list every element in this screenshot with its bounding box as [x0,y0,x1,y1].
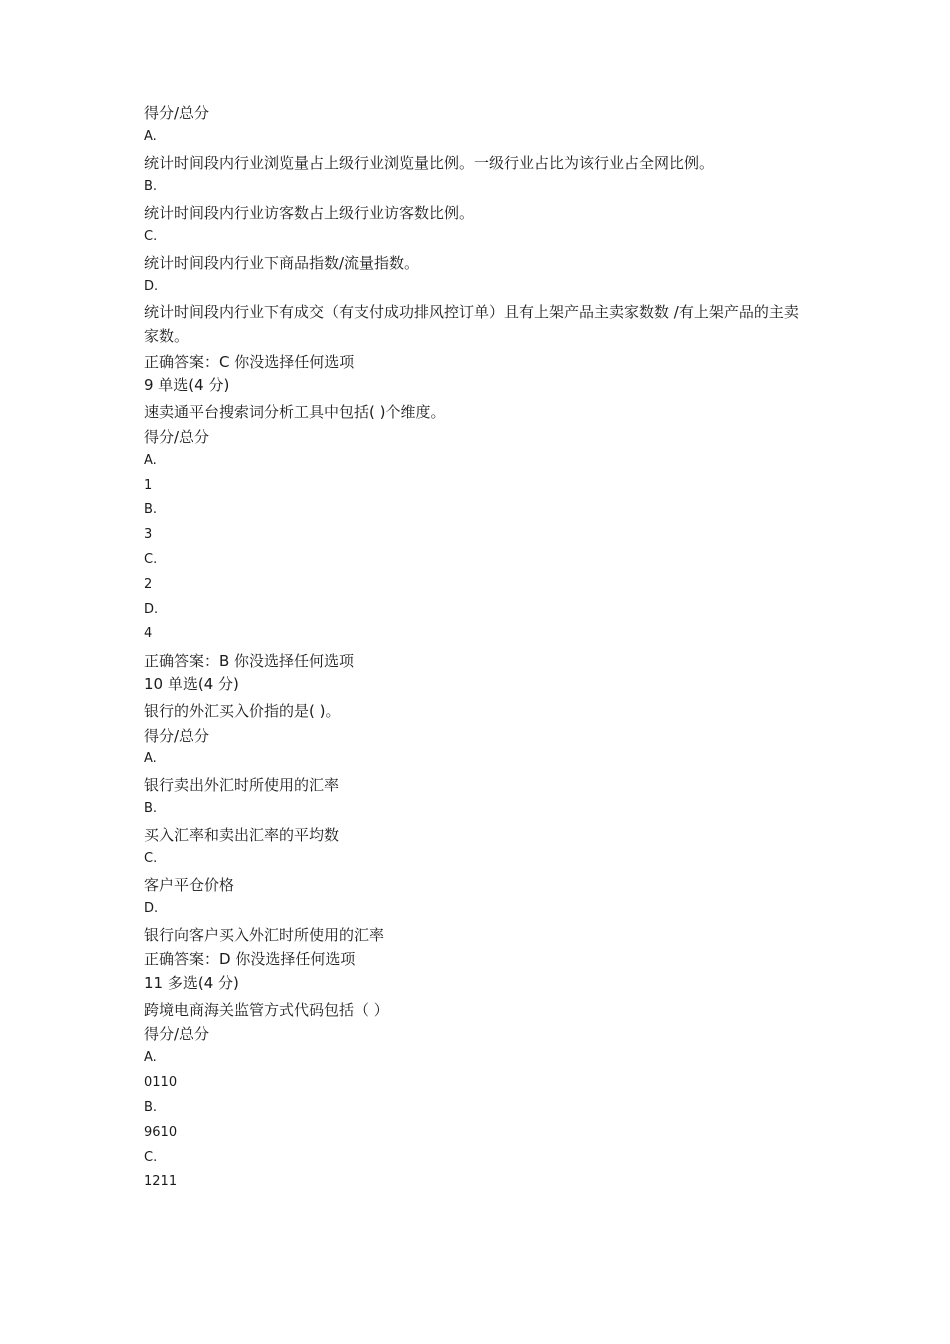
question-text: 银行的外汇买入价指的是( )。 [144,702,341,720]
option-letter: C. [144,229,158,244]
option-letter: D. [144,602,159,617]
option-text: 统计时间段内行业浏览量占上级行业浏览量比例。一级行业占比为该行业占全网比例。 [144,154,715,172]
option-letter: B. [144,1100,158,1115]
question-header: 9 单选(4 分) [144,376,230,394]
option-letter: B. [144,502,158,517]
score-label: 得分/总分 [144,1025,210,1043]
option-letter: D. [144,901,159,916]
option-text: 1211 [144,1174,178,1189]
question-header: 10 单选(4 分) [144,675,239,693]
option-text: 银行向客户买入外汇时所使用的汇率 [144,926,385,944]
option-letter: C. [144,1150,158,1165]
option-text: 统计时间段内行业下有成交（有支付成功排风控订单）且有上架产品主卖家数数 /有上架产品的主卖家数。 [144,303,799,345]
option-text: 买入汇率和卖出汇率的平均数 [144,826,340,844]
option-letter: D. [144,279,159,294]
option-letter: C. [144,552,158,567]
question-text: 跨境电商海关监管方式代码包括（ ） [144,1001,389,1019]
correct-answer: 正确答案：D 你没选择任何选项 [144,950,356,968]
option-text: 2 [144,577,153,592]
option-letter: B. [144,179,158,194]
option-letter: A. [144,1050,157,1065]
option-text: 客户平仓价格 [144,876,235,894]
option-text: 银行卖出外汇时所使用的汇率 [144,776,340,794]
score-label: 得分/总分 [144,428,210,446]
option-text: 4 [144,626,153,641]
option-text: 9610 [144,1125,178,1140]
question-header: 11 多选(4 分) [144,974,239,992]
correct-answer: 正确答案：C 你没选择任何选项 [144,353,355,371]
correct-answer: 正确答案：B 你没选择任何选项 [144,652,355,670]
option-text: 统计时间段内行业访客数占上级行业访客数比例。 [144,204,475,222]
option-letter: B. [144,801,158,816]
score-label: 得分/总分 [144,727,210,745]
option-letter: A. [144,129,157,144]
option-letter: A. [144,453,157,468]
question-text: 速卖通平台搜索词分析工具中包括( )个维度。 [144,403,446,421]
option-text: 3 [144,527,153,542]
option-text: 1 [144,478,153,493]
option-text: 0110 [144,1075,178,1090]
option-text: 统计时间段内行业下商品指数/流量指数。 [144,254,420,272]
option-letter: A. [144,751,157,766]
option-letter: C. [144,851,158,866]
score-label: 得分/总分 [144,104,210,122]
